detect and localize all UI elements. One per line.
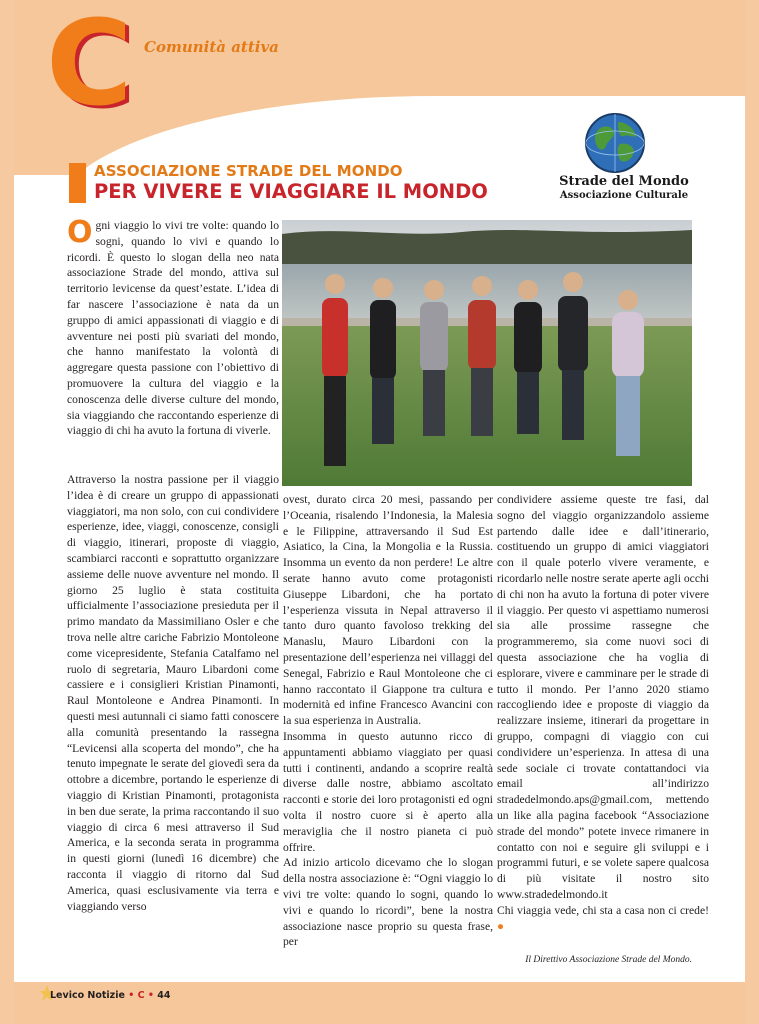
closing-line: Chi viaggia vede, chi sta a casa non ci crede! [497,903,709,917]
intro-text: gni viaggio lo vivi tre volte: quando lo sogni, quando lo vivi e quando lo ricordi. È questo lo slogan della neo nata associazione Strade del mondo, attiva sul territorio levicense da quest’estate. L’idea di far nascere l’associazione è nata da un gruppo di amici appassionati di viaggio e di avventure nei posti più svariati del mondo, che hanno manifestato la volontà di aggregare questa passione con l’obiettivo di promuovere la cultura del viaggio e la conoscenza delle diverse culture del mondo, sia viaggiando che raccontando esperienze di viaggio di chi ha avuto la fortuna di viverle. [67,219,279,438]
column-2-paragraph-3: Ad inizio articolo dicevamo che lo slogan della nostra associazione è: “Ogni viaggio lo vivi tre volte: quando lo sogni, quando lo vivi e quando lo ricordi”, bene la nostra associazione nasce proprio su questa frase, per [283,856,493,949]
group-photo [282,220,692,486]
column-3-paragraph-2 [497,903,709,935]
page-number: 44 [157,990,171,1001]
logo-title: Strade del Mondo [559,174,689,189]
footer-separator-2: • [144,990,158,1001]
section-name: Comunità attiva [144,38,279,56]
article-column-2 [283,492,493,950]
section-letter: C [46,0,133,132]
article-headline: PER VIVERE E VIAGGIARE IL MONDO [94,180,488,203]
column-1-text: Attraverso la nostra passione per il viaggio l’idea è di creare un gruppo di appassionati viaggiatori, ma non solo, con cui condividere esperienze, idee, viaggi, conoscenze, consigli di viaggio, itinerari, proposte di viaggio, scambiarci racconti e soprattutto organizzare assieme delle nuove avventure nel mondo. Il giorno 25 luglio è stata costituita ufficialmente l’associazione presieduta per il primo mandato da Massimiliano Osler e che trova nelle altre cariche Fabrizio Montoleone come vicepresidente, Stefania Catalfamo nel ruolo di segretaria, Mauro Libardoni come cassiere e i consiglieri Kristian Pinamonti, Raul Montoleone e Andrea Pinamonti. In questi mesi autunnali ci siamo fatti conoscere alla comunità presentando la rassegna “Levicensi alla scoperta del mondo”, che ha tenuto impegnate le serate del giovedì sera da ottobre a dicembre, portando le esperienze di viaggio di Kristian Pinamonti, protagonista in ben due serate, la prima raccontando il suo viaggio di circa 6 mesi attraverso il Sud America, e la seconda serata in programma in questi giorni (lunedì 16 dicembre) che racconta il viaggio di ritorno dal Sud America, quasi esclusivamente via terra e viaggiando verso [67,473,279,913]
article-column-1 [67,472,279,914]
publication-name: Levico Notizie [50,990,125,1001]
article-intro [67,215,279,439]
column-3-paragraph-1: condividere assieme queste tre fasi, dal sogno del viaggio organizzandolo assieme partendo dalle idee e dall’itinerario, costituendo un gruppo di amici viaggiatori con il quale poterlo vivere veramente, e ricordarlo nelle nostre serate aperte agli occhi di chi non ha avuto la fortuna di poter vivere il viaggio. Per questo vi aspettiamo numerosi sia alle prossime rassegne che programmeremo, sia come nuovi soci di questa associazione che ha voglia di esplorare, vivere e camminare per le strade di tutto il mondo. Per l’anno 2020 stiamo raccogliendo idee e proposte di viaggio da realizzare insieme, itinerari da progettare in gruppo, compagni di viaggio con cui condividere un’esperienza. In attesa di una sede sociale ci trovate contattandoci via email all’indirizzo stradedelmondo.aps@gmail.com, mettendo un like alla pagina facebook “Associazione strade del mondo” potete invece rimanere in contatto con noi e seguire gli sviluppi e i programmi futuri, e se volete sapere qualcosa di più visitate il nostro sito www.stradedelmondo.it [497,493,709,901]
footer-band [14,982,745,1024]
globe-icon [584,112,646,174]
footer-label [50,990,171,1001]
end-bullet-icon: ● [497,919,505,933]
article-signature: Il Direttivo Associazione Strade del Mondo. [525,955,692,965]
footer-section: C [137,990,145,1001]
footer-separator-1: • [124,990,138,1001]
column-2-paragraph-2: Insomma in questo autunno ricco di appuntamenti abbiamo viaggiato per quasi tutti i continenti, andando a scoprire realtà diverse dalle nostre, abbiamo ascoltato racconti e storie dei loro protagonisti ed ogni volta il nostro cuore si è aperto alla meraviglia che il nostro pianeta ci può offrire. [283,729,493,854]
headline-accent-bar [69,163,86,203]
article-column-3 [497,492,709,934]
magazine-page [14,0,745,1024]
article-kicker: ASSOCIAZIONE STRADE DEL MONDO [94,162,403,180]
drop-cap: O [67,215,93,250]
column-2-paragraph-1: ovest, durato circa 20 mesi, passando per l’Oceania, risalendo l’Indonesia, la Malesia e le Filippine, attraversando il Sud Est Asiatico, la Cina, la Mongolia e la Russia. Insomma un evento da non perdere! Le altre serate hanno avuto come protagonisti Giuseppe Libardoni, che ha portato l’esperienza vissuta in Nepal attraverso il tanto duro quanto favoloso trekking del Manaslu, Mauro Libardoni con la presentazione dell’esperienza nei villaggi del Senegal, Fabrizio e Raul Montoleone che ci hanno raccontato il Giappone tra cultura e modernità ed infine Francesco Avancini con la sua esperienza in Australia. [283,493,493,728]
logo-subtitle: Associazione Culturale [559,190,689,201]
